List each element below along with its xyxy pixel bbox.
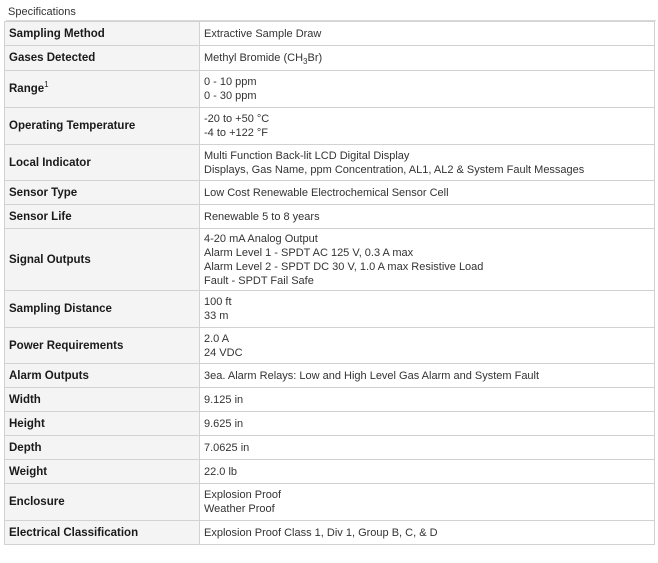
spec-row	[5, 181, 655, 205]
spec-value	[200, 521, 655, 545]
specifications-table-body	[5, 22, 655, 545]
spec-label	[5, 229, 200, 291]
spec-value-line: 9.625 in	[204, 417, 244, 430]
spec-value	[200, 328, 655, 364]
spec-value	[200, 460, 655, 484]
spec-value-line: 7.0625 in	[204, 441, 250, 454]
spec-value	[200, 46, 655, 71]
spec-value-line: 100 ft	[204, 296, 232, 308]
spec-label-text: Electrical Classification	[9, 526, 139, 539]
spec-label-text: Sampling Distance	[9, 303, 112, 315]
spec-value-line: 33 m	[204, 310, 229, 322]
spec-value-line: 9.125 in	[204, 393, 244, 406]
spec-value-line: 0 - 30 ppm	[204, 90, 257, 102]
spec-value-line: Weather Proof	[204, 503, 275, 515]
spec-label	[5, 412, 200, 436]
spec-row	[5, 71, 655, 108]
spec-value	[200, 291, 655, 328]
spec-label	[5, 436, 200, 460]
spec-value-line: Explosion Proof	[204, 489, 282, 501]
spec-value-line: -4 to +122 °F	[204, 127, 269, 139]
spec-row	[5, 328, 655, 364]
spec-label-text: Gases Detected	[9, 52, 96, 64]
spec-row	[5, 291, 655, 328]
spec-label	[5, 388, 200, 412]
spec-label	[5, 46, 200, 71]
spec-row	[5, 460, 655, 484]
specifications-caption: Specifications	[6, 4, 656, 21]
spec-label-text: Sensor Type	[9, 186, 78, 199]
spec-label-text: Enclosure	[9, 496, 65, 508]
spec-value	[200, 412, 655, 436]
spec-row	[5, 388, 655, 412]
spec-value-line: Alarm Level 1 - SPDT AC 125 V, 0.3 A max	[204, 246, 414, 259]
spec-value-line: 24 VDC	[204, 346, 243, 359]
spec-value-line: Fault - SPDT Fail Safe	[204, 274, 314, 287]
spec-label-text: Operating Temperature	[9, 120, 136, 132]
spec-label-text: Width	[9, 393, 41, 406]
spec-label	[5, 521, 200, 545]
spec-value	[200, 229, 655, 291]
spec-value-line: Explosion Proof Class 1, Div 1, Group B, C, & D	[204, 526, 438, 539]
spec-value-line: 2.0 A	[204, 332, 230, 345]
spec-label	[5, 328, 200, 364]
spec-value	[200, 364, 655, 388]
spec-value	[200, 145, 655, 181]
spec-value-line: Renewable 5 to 8 years	[204, 210, 320, 223]
spec-value	[200, 181, 655, 205]
spec-label-text: Height	[9, 417, 45, 430]
spec-label-text: Power Requirements	[9, 339, 124, 352]
spec-row	[5, 145, 655, 181]
spec-value	[200, 436, 655, 460]
spec-label	[5, 484, 200, 521]
spec-value-line: 0 - 10 ppm	[204, 76, 257, 88]
spec-label-text: Sampling Method	[9, 27, 105, 40]
spec-row	[5, 436, 655, 460]
spec-row	[5, 484, 655, 521]
spec-row	[5, 108, 655, 145]
spec-value-line: Alarm Level 2 - SPDT DC 30 V, 1.0 A max Resistive Load	[204, 260, 484, 273]
spec-label	[5, 364, 200, 388]
spec-value	[200, 22, 655, 46]
spec-label	[5, 22, 200, 46]
spec-row	[5, 205, 655, 229]
spec-label	[5, 205, 200, 229]
spec-label	[5, 108, 200, 145]
spec-label	[5, 181, 200, 205]
spec-label-text: Signal Outputs	[9, 253, 91, 266]
spec-value-line: 22.0 lb	[204, 465, 238, 478]
spec-label-text: Sensor Life	[9, 210, 72, 223]
spec-label	[5, 145, 200, 181]
spec-row	[5, 46, 655, 71]
chemical-subscript: 3	[303, 57, 308, 67]
spec-value-line: 4-20 mA Analog Output	[204, 232, 318, 245]
spec-label-text: Alarm Outputs	[9, 369, 89, 382]
spec-label	[5, 291, 200, 328]
spec-value-line: Low Cost Renewable Electrochemical Sensor Cell	[204, 186, 449, 199]
chemical-text: Br)	[307, 52, 323, 64]
spec-row	[5, 412, 655, 436]
spec-label-text: Range	[9, 83, 45, 95]
spec-label-text: Local Indicator	[9, 156, 91, 169]
chemical-text: Methyl Bromide (CH	[204, 52, 304, 64]
spec-row	[5, 364, 655, 388]
spec-value	[200, 388, 655, 412]
spec-value-line: -20 to +50 °C	[204, 113, 270, 125]
spec-value	[200, 108, 655, 145]
spec-label-text: Depth	[9, 441, 42, 454]
spec-label	[5, 460, 200, 484]
spec-label-text: Weight	[9, 465, 48, 478]
spec-row	[5, 229, 655, 291]
spec-value-line: 3ea. Alarm Relays: Low and High Level Gas Alarm and System Fault	[204, 369, 540, 382]
spec-row	[5, 521, 655, 545]
specifications-table	[4, 21, 655, 545]
spec-value	[200, 205, 655, 229]
spec-label	[5, 71, 200, 108]
spec-value-line: Extractive Sample Draw	[204, 27, 322, 40]
spec-value-line: Multi Function Back-lit LCD Digital Display	[204, 149, 410, 162]
spec-value	[200, 71, 655, 108]
spec-value-line	[204, 51, 650, 65]
spec-row	[5, 22, 655, 46]
spec-value	[200, 484, 655, 521]
spec-value-line: Displays, Gas Name, ppm Concentration, AL1, AL2 & System Fault Messages	[204, 163, 585, 176]
spec-label-footnote: 1	[44, 80, 49, 90]
